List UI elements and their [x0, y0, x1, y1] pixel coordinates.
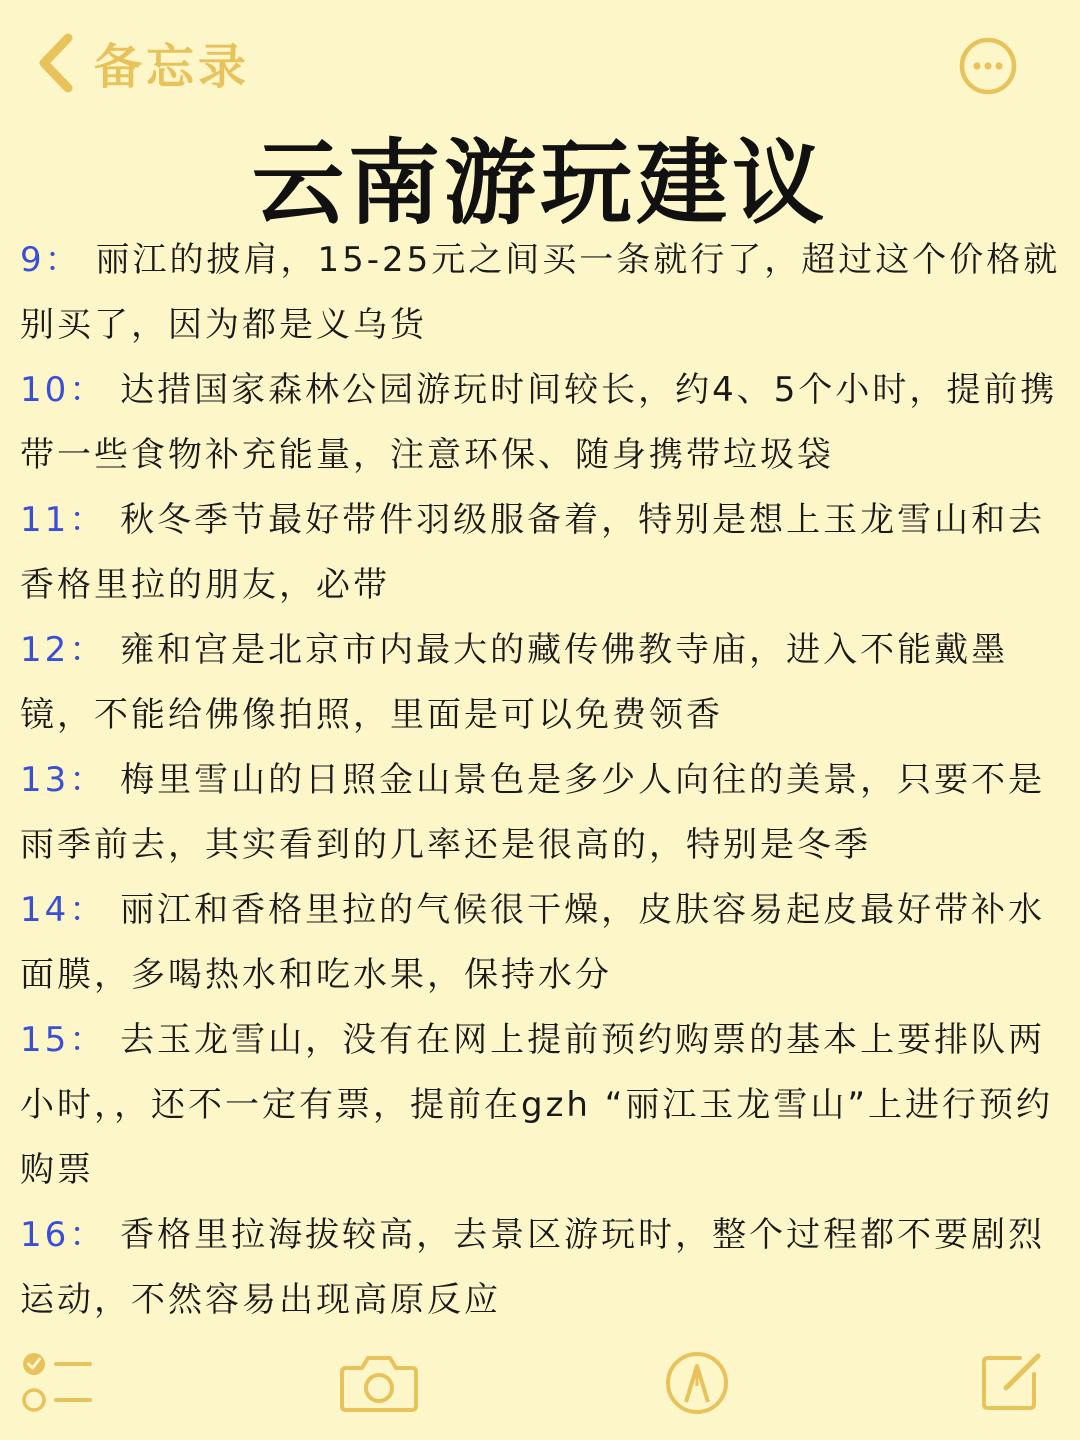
markup-pen-icon: [664, 1350, 730, 1416]
back-button[interactable]: [36, 28, 250, 97]
ellipsis-circle-icon: [958, 81, 1018, 100]
item-text: 梅里雪山的日照金山景色是多少人向往的美景，只要不是雨季前去，其实看到的几率还是很高的，特别是冬季: [20, 760, 1046, 865]
bottom-toolbar: [0, 1330, 1080, 1440]
item-number: 10：: [20, 370, 107, 410]
note-item: [20, 1008, 1065, 1203]
item-number: 9：: [20, 240, 82, 280]
note-item: [20, 228, 1065, 358]
item-number: 14：: [20, 890, 107, 930]
note-title: 云南游玩建议: [251, 130, 828, 237]
item-text: 丽江的披肩，15-25元之间买一条就行了，超过这个价格就别买了，因为都是义乌货: [20, 240, 1061, 345]
item-text: 丽江和香格里拉的气候很干燥，皮肤容易起皮最好带补水面膜，多喝热水和吃水果，保持水分: [20, 890, 1046, 995]
markup-button[interactable]: [664, 1350, 730, 1416]
note-item: [20, 618, 1065, 748]
top-navigation-bar: [0, 0, 1080, 130]
item-number: 16：: [20, 1215, 107, 1255]
compose-icon: [980, 1348, 1046, 1414]
more-button[interactable]: [958, 36, 1018, 96]
note-item: [20, 358, 1065, 488]
item-text: 达措国家森林公园游玩时间较长，约4、5个小时，提前携带一些食物补充能量，注意环保、随身携带垃圾袋: [20, 370, 1058, 475]
compose-button[interactable]: [980, 1348, 1046, 1414]
note-item: [20, 748, 1065, 878]
checklist-button[interactable]: [20, 1348, 94, 1414]
chevron-left-icon: [36, 30, 76, 96]
note-body[interactable]: [20, 228, 1065, 1333]
back-label: 备忘录: [94, 39, 251, 95]
checklist-icon: [20, 1348, 94, 1414]
item-text: 香格里拉海拔较高，去景区游玩时，整个过程都不要剧烈运动，不然容易出现高原反应: [20, 1215, 1046, 1320]
camera-icon: [340, 1352, 418, 1414]
item-number: 11：: [20, 500, 107, 540]
item-number: 15：: [20, 1020, 107, 1060]
item-text: 雍和宫是北京市内最大的藏传佛教寺庙，进入不能戴墨镜，不能给佛像拍照，里面是可以免费领香: [20, 630, 1009, 735]
note-item: [20, 1203, 1065, 1333]
camera-button[interactable]: [340, 1352, 418, 1414]
item-text: 秋冬季节最好带件羽级服备着，特别是想上玉龙雪山和去香格里拉的朋友，必带: [20, 500, 1046, 605]
item-text: 去玉龙雪山，没有在网上提前预约购票的基本上要排队两小时，，还不一定有票，提前在gzh “丽江玉龙雪山”上进行预约购票: [20, 1020, 1054, 1190]
note-item: [20, 488, 1065, 618]
note-item: [20, 878, 1065, 1008]
item-number: 13：: [20, 760, 107, 800]
item-number: 12：: [20, 630, 107, 670]
